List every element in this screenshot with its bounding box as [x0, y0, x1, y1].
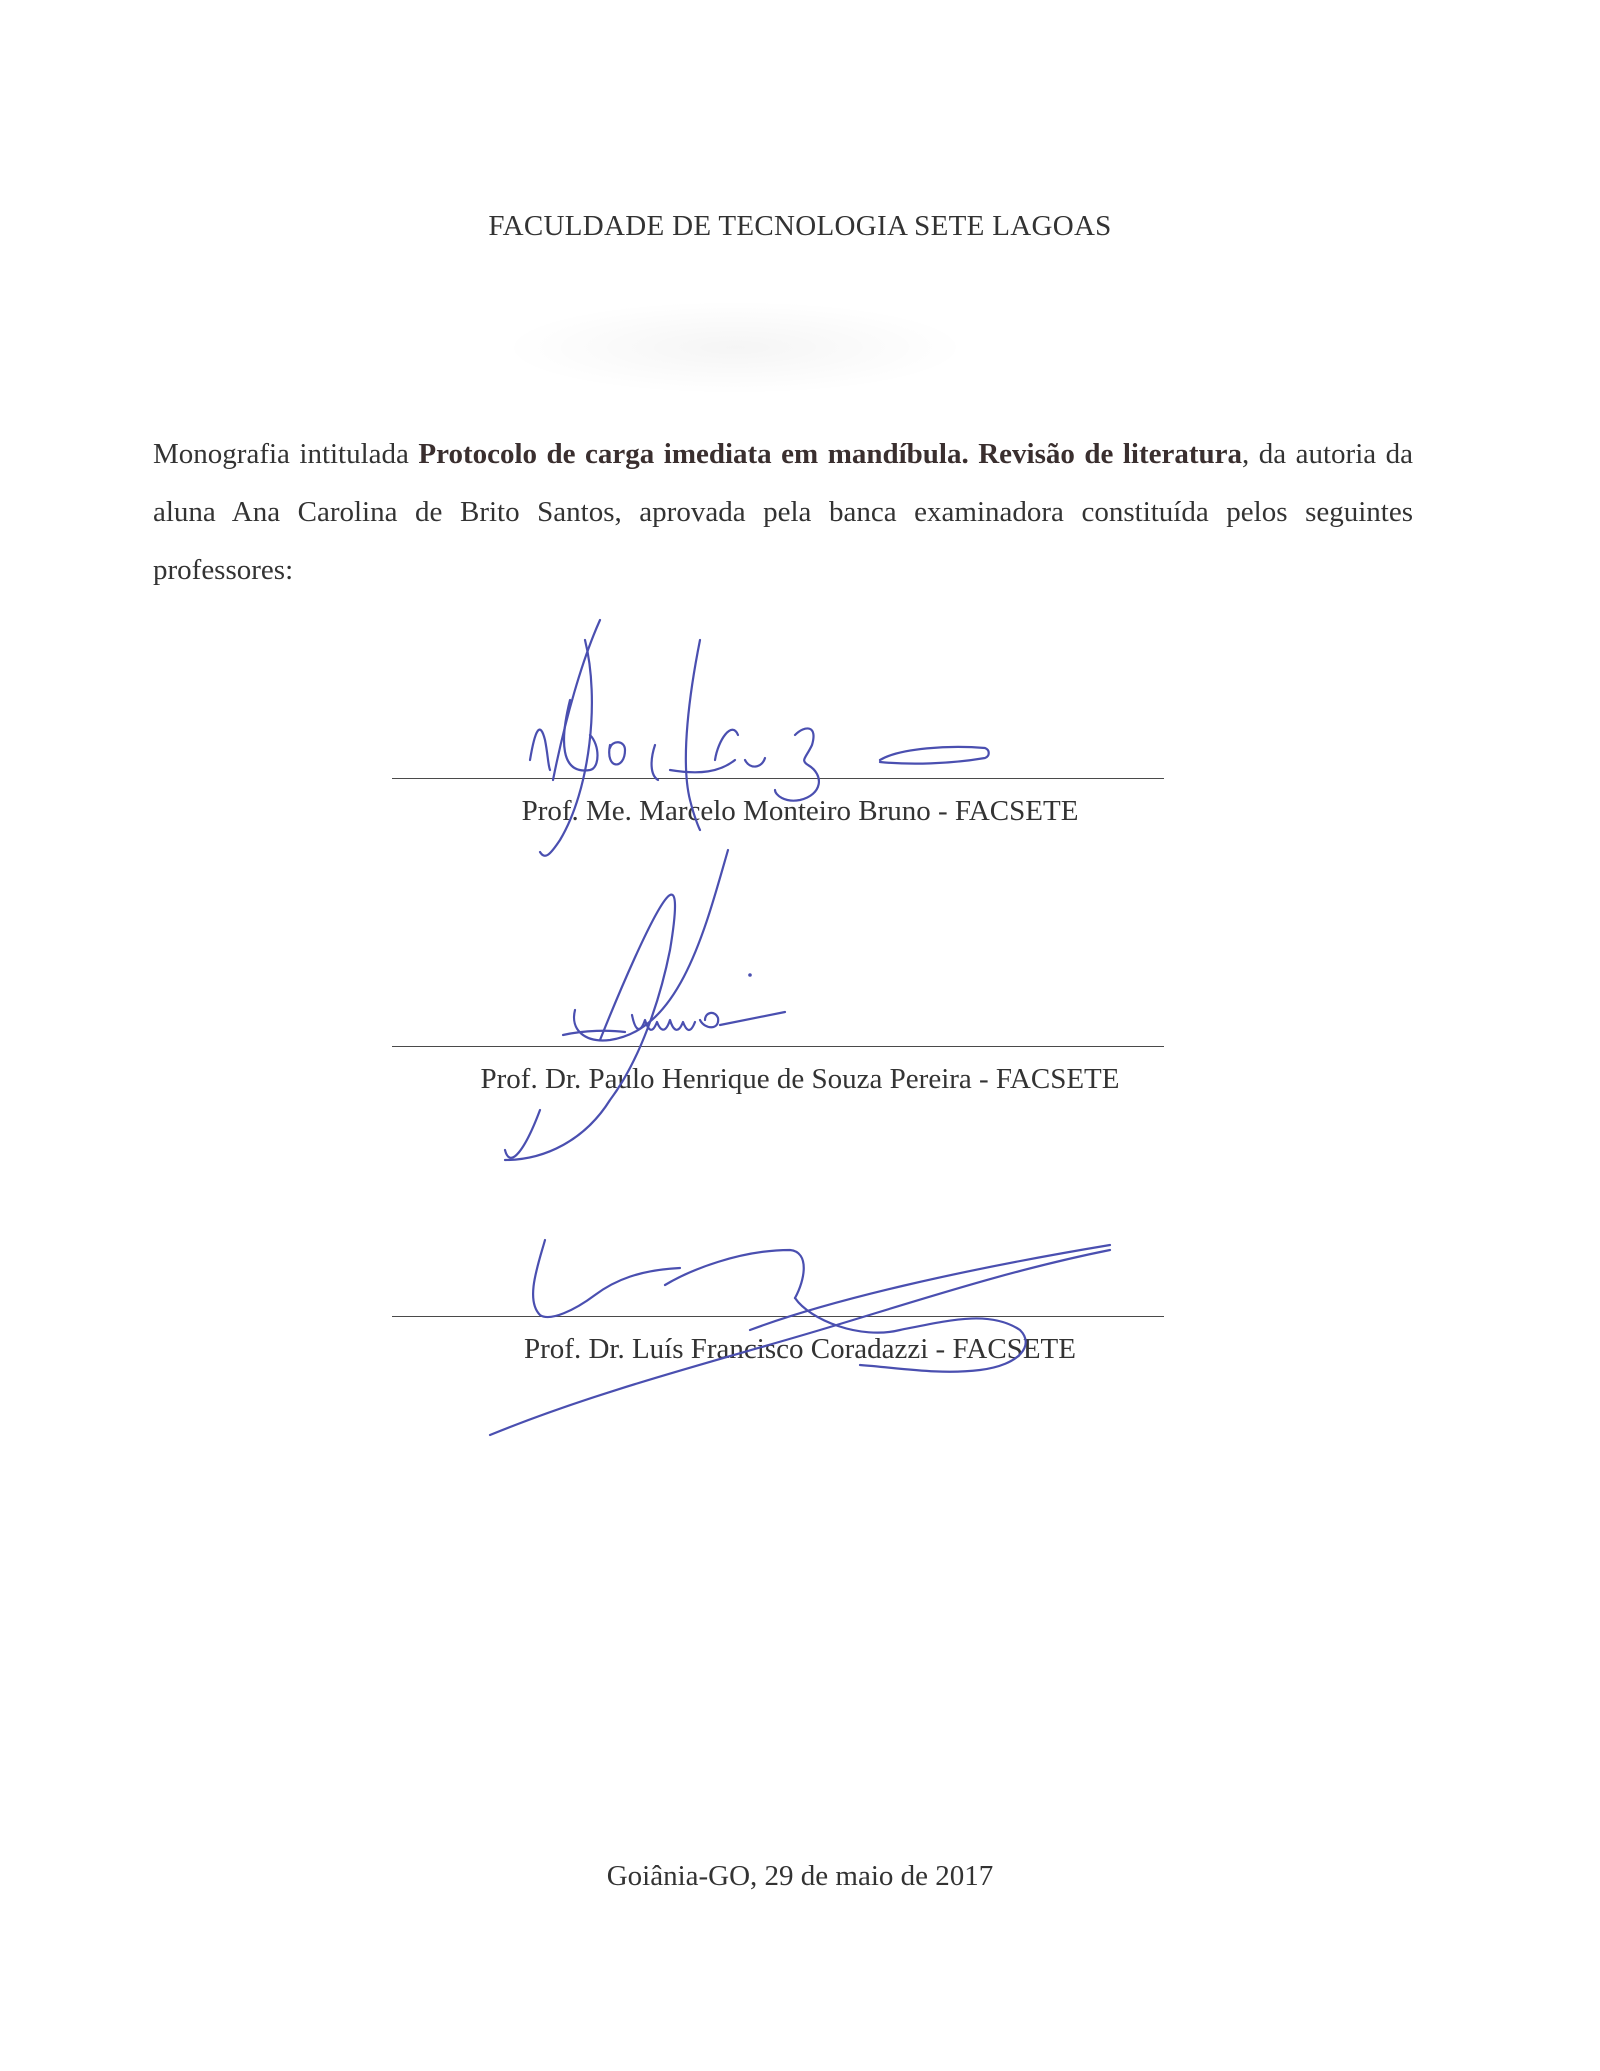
monograph-title: Protocolo de carga imediata em mandíbula. Revisão de literatura — [418, 438, 1243, 470]
signature-1-stroke-h — [715, 730, 738, 760]
signature-2-stroke-f — [720, 1012, 785, 1025]
signature-2-stroke-a — [574, 850, 728, 1040]
signature-2-stroke-e — [700, 1013, 718, 1027]
approval-paragraph — [153, 425, 1413, 599]
signature-1-stroke-b — [553, 620, 600, 780]
signature-2-stroke-b — [505, 895, 675, 1160]
signature-2-stroke-d — [632, 1015, 695, 1030]
examiner-name-3: Prof. Dr. Luís Francisco Coradazzi - FACSETE — [524, 1333, 1076, 1365]
signature-1-stroke-d — [609, 742, 625, 764]
institution-heading: FACULDADE DE TECNOLOGIA SETE LAGOAS — [488, 210, 1112, 242]
signature-2-dot — [748, 973, 752, 977]
signature-2-stroke-g — [505, 1110, 540, 1158]
signature-2 — [505, 850, 785, 1160]
signature-1-stroke-i — [745, 758, 765, 767]
examiner-name-2: Prof. Dr. Paulo Henrique de Souza Pereira - FACSETE — [480, 1063, 1120, 1095]
signature-line-2 — [392, 1046, 1164, 1047]
signature-1-stroke-g — [670, 760, 735, 772]
examiner-name-1: Prof. Me. Marcelo Monteiro Bruno - FACSETE — [521, 795, 1079, 827]
signature-3-stroke-a — [533, 1240, 680, 1317]
signature-2-stroke-c — [563, 1031, 625, 1035]
signature-1-stroke-j — [775, 728, 819, 800]
signature-1-stroke-c — [564, 700, 597, 770]
scan-smudge — [500, 300, 970, 395]
signature-3-stroke-e — [750, 1245, 1110, 1330]
signature-1-stroke-a — [530, 730, 550, 770]
signature-1-stroke-e — [652, 745, 658, 780]
signature-1-stroke-k — [880, 747, 989, 764]
paragraph-intro: Monografia intitulada — [153, 438, 419, 470]
place-and-date: Goiânia-GO, 29 de maio de 2017 — [606, 1860, 994, 1892]
paragraph-rest: , da autoria da aluna Ana Carolina de Brito Santos, aprovada pela banca examinadora constituída pelos seguintes professores: — [153, 438, 1413, 586]
signature-line-1 — [392, 778, 1164, 779]
signature-3-stroke-b — [665, 1250, 804, 1298]
signature-line-3 — [392, 1316, 1164, 1317]
